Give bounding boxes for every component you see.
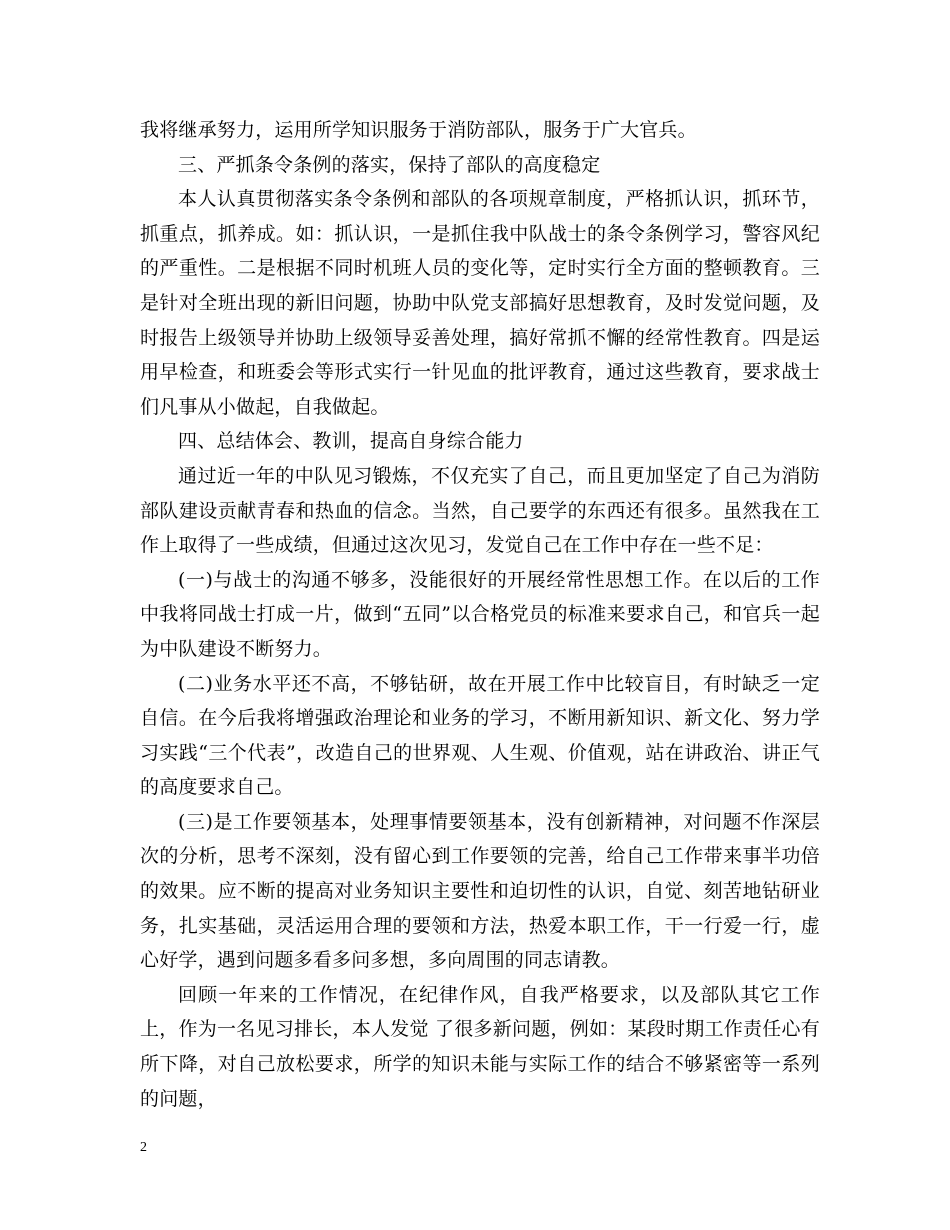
page-number: 2 [140,1140,147,1155]
paragraph-regulations: 本人认真贯彻落实条令条例和部队的各项规章制度，严格抓认识，抓环节，抓重点，抓养成。如：抓认识，一是抓住我中队战士的条令条例学习，警容风纪的严重性。二是根据不同时机班人员的变化等，定时实行全方面的整顿教育。三是针对全班出现的新旧问题，协助中队党支部搞好思想教育，及时发觉问题，及时报告上级领导并协助上级领导妥善处理，搞好常抓不懈的经常性教育。四是运用早检查，和班委会等形式实行一针见血的批评教育，通过这些教育，要求战士们凡事从小做起，自我做起。 [140,188,820,418]
section-heading-4: 四、总结体会、教训，提高自身综合能力 [178,430,524,453]
paragraph-experience: 通过近一年的中队见习锻炼，不仅充实了自己，而且更加坚定了自己为消防部队建设贡献青春和热血的信念。当然，自己要学的东西还有很多。虽然我在工作上取得了一些成绩，但通过这次见习，发觉自己在工作中存在一些不足： [140,464,820,557]
document-body [140,113,820,1116]
section-heading-3: 三、严抓条令条例的落实，保持了部队的高度稳定 [178,153,601,176]
paragraph-shortcoming-3: (三)是工作要领基本，处理事情要领基本，没有创新精神，对问题不作深层次的分析，思考不深刻，没有留心到工作要领的完善，给自己工作带来事半功倍的效果。应不断的提高对业务知识主要性和迫切性的认识，自觉、刻苦地钻研业务，扎实基础，灵活运用合理的要领和方法，热爱本职工作，干一行爱一行，虚心好学，遇到问题多看多问多想，多向周围的同志请教。 [140,810,820,972]
paragraph-shortcoming-2: (二)业务水平还不高，不够钻研，故在开展工作中比较盲目，有时缺乏一定自信。在今后我将增强政治理论和业务的学习，不断用新知识、新文化、努力学习实践“三个代表”，改造自己的世界观、人生观、价值观，站在讲政治、讲正气的高度要求自己。 [140,672,820,799]
paragraph-review: 回顾一年来的工作情况，在纪律作风，自我严格要求，以及部队其它工作上，作为一名见习排长，本人发觉 了很多新问题，例如：某段时期工作责任心有所下降，对自己放松要求，所学的知识未能与实际工作的结合不够紧密等一系列的问题， [140,983,820,1110]
paragraph-continuation: 我将继承努力，运用所学知识服务于消防部队，服务于广大官兵。 [140,119,697,141]
paragraph-shortcoming-1: (一)与战士的沟通不够多，没能很好的开展经常性思想工作。在以后的工作中我将同战士打成一片，做到“五同”以合格党员的标准来要求自己，和官兵一起为中队建设不断努力。 [140,568,820,660]
